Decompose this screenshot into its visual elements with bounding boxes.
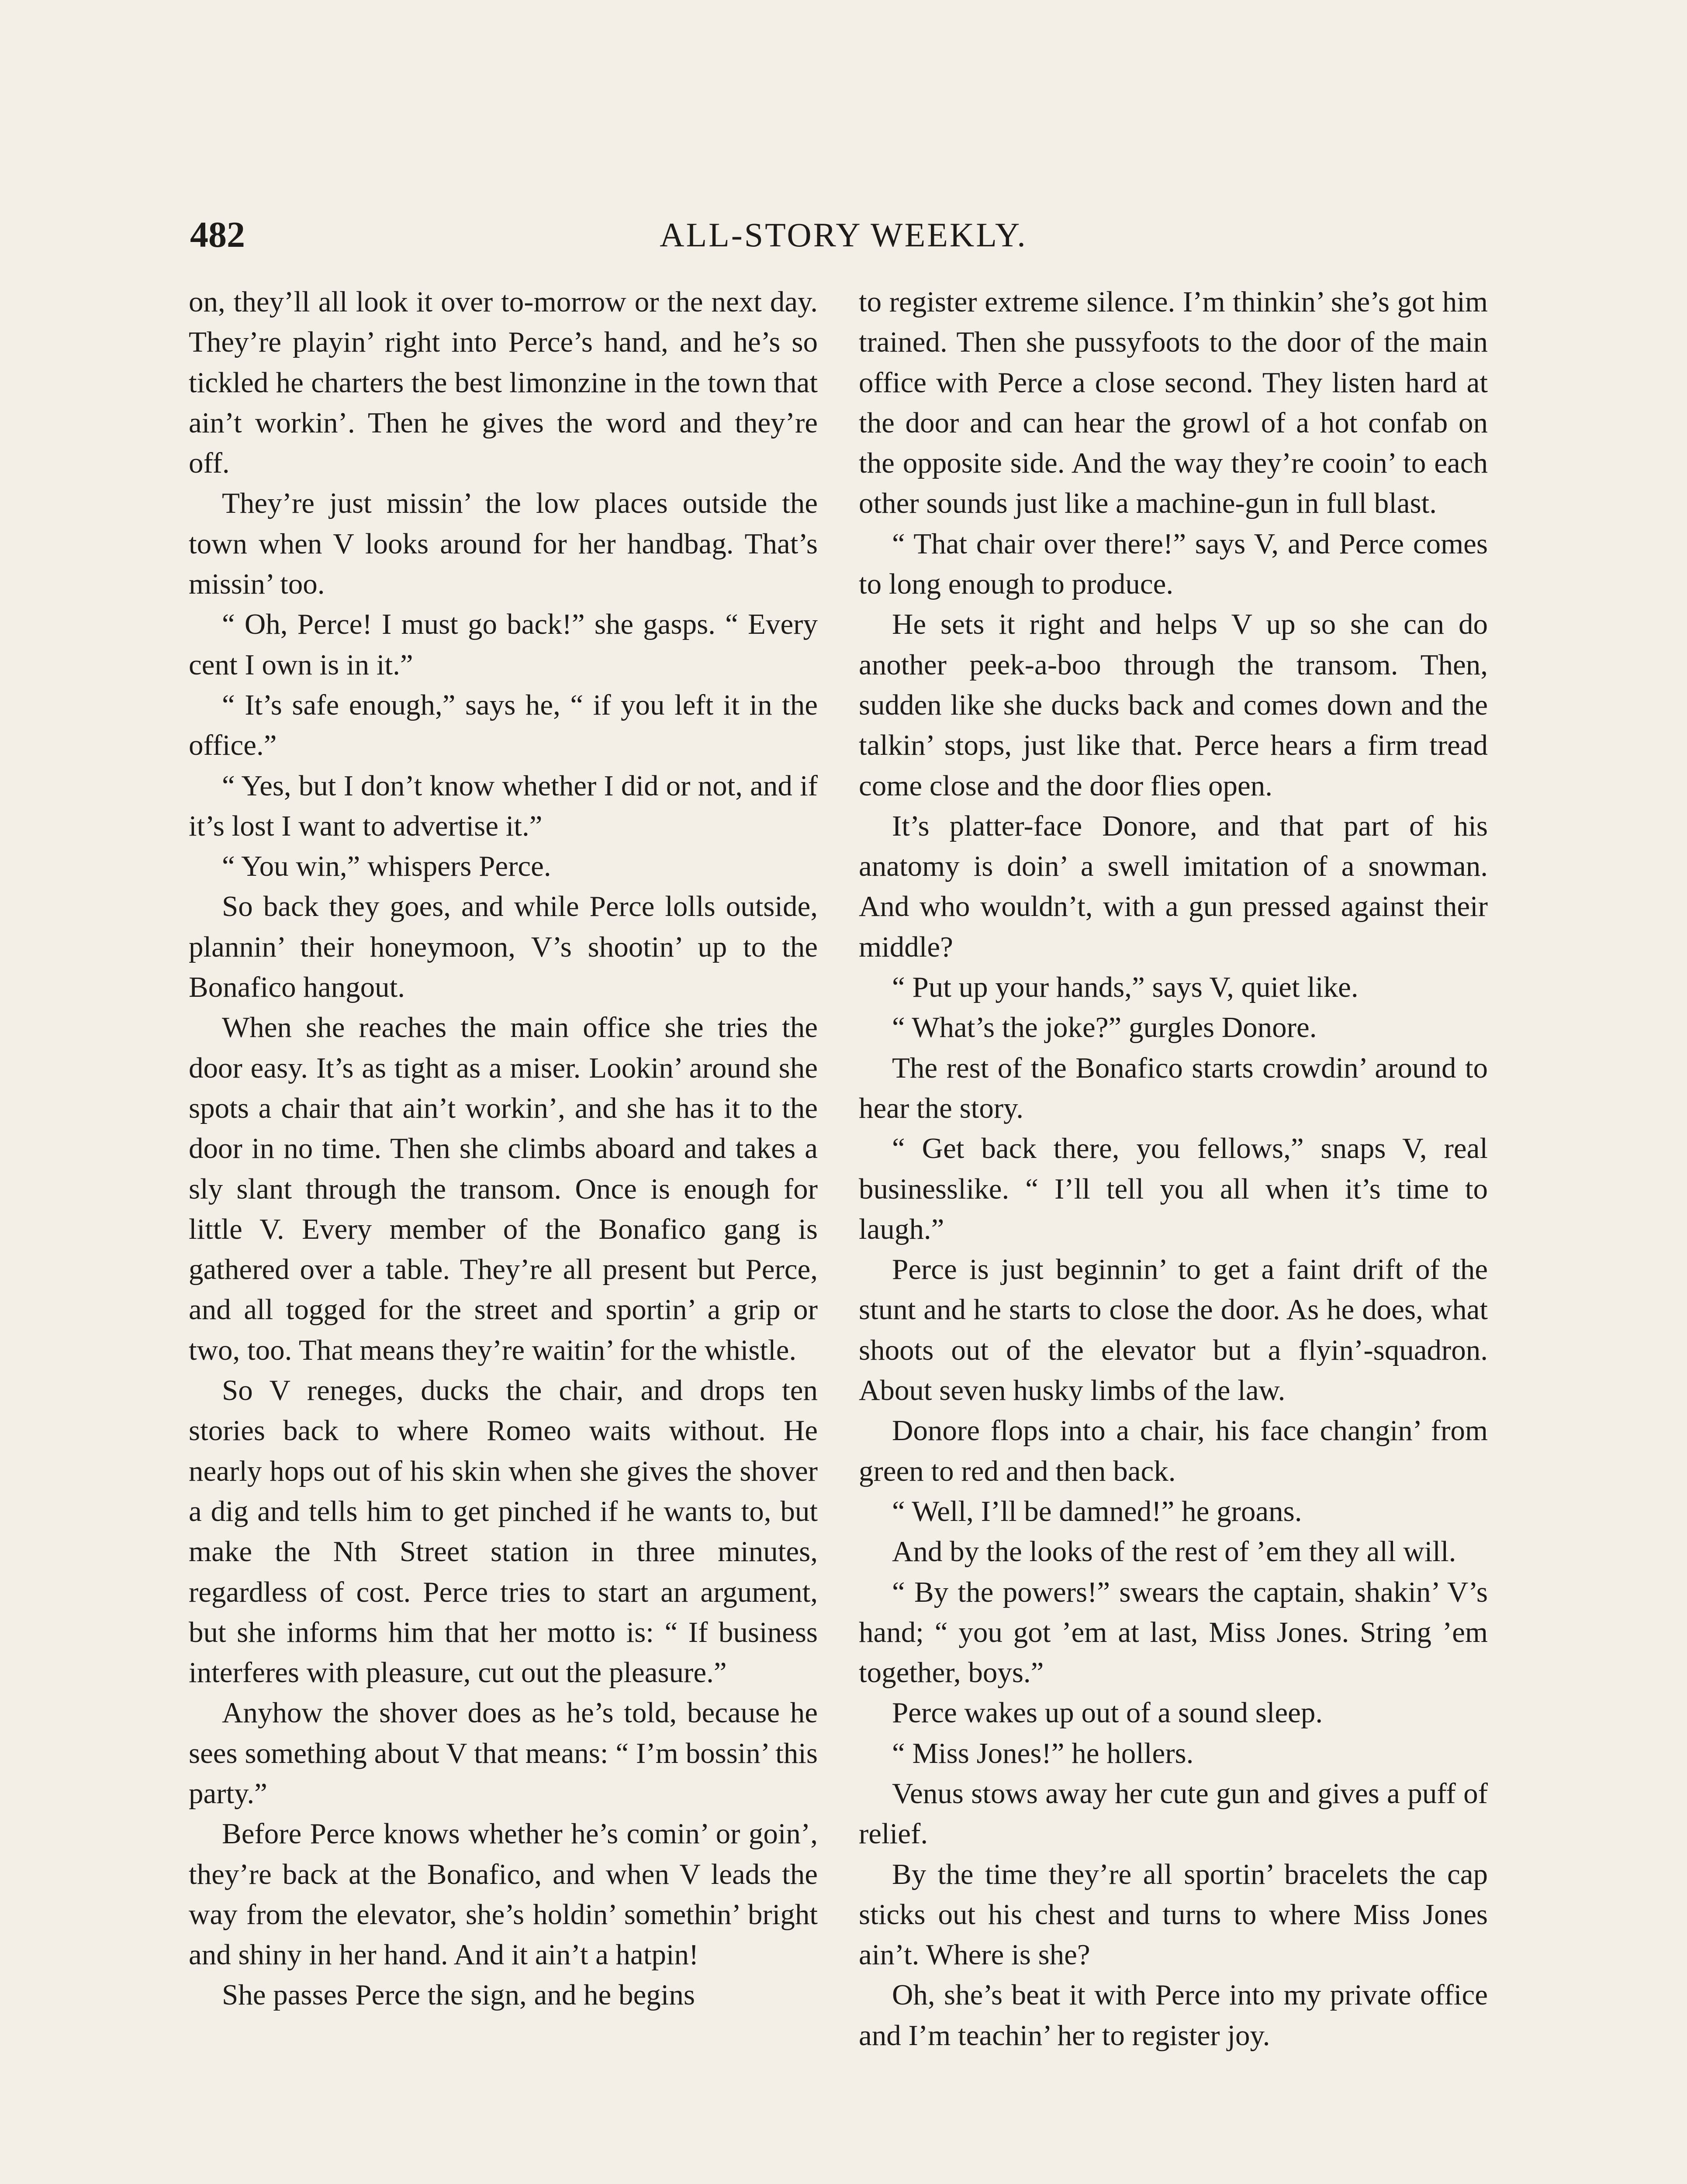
paragraph: Perce is just beginnin’ to get a faint drift of the stunt and he starts to close the door. As he does, what shoots out of the elevator but a flyin’-squadron. About seven husky limbs of the law. (859, 1253, 1488, 1407)
paragraph: Oh, she’s beat it with Perce into my private office and I’m teachin’ her to register joy. (859, 1979, 1488, 2052)
paragraph: He sets it right and helps V up so she can do another peek-a-boo through the transom. Then, sudden like she ducks back and comes down and the talkin’ stops, just like that. Perce hears a firm tread come close and the door flies open. (859, 608, 1488, 802)
paragraph: to register extreme silence. I’m thinkin’ she’s got him trained. Then she pussyfoots to the door of the main office with Perce a close second. They listen hard at the door and can hear the growl of a hot confab on the opposite side. And the way they’re cooin’ to each other sounds just like a machine-gun in full blast. (859, 286, 1488, 520)
paragraph: When she reaches the main office she tries the door easy. It’s as tight as a miser. Lookin’ around she spots a chair that ain’t workin’, and she has it to the door in no time. Then she climbs aboard and takes a sly slant through the transom. Once is enough for little V. Every member of the Bonafico gang is gathered over a table. They’re all present but Perce, and all togged for the street and sportin’ a grip or two, too. That means they’re waitin’ for the whistle. (189, 1011, 818, 1366)
paragraph: “ You win,” whispers Perce. (222, 850, 551, 883)
paragraph: Donore flops into a chair, his face changin’ from green to red and then back. (859, 1414, 1488, 1487)
right-column (859, 282, 1488, 2184)
paragraph: “ Get back there, you fellows,” snaps V, real businesslike. “ I’ll tell you all when it’s time to laugh.” (859, 1132, 1488, 1245)
paragraph: “ Well, I’ll be damned!” he groans. (892, 1495, 1302, 1527)
paragraph: “ Put up your hands,” says V, quiet like. (892, 971, 1359, 1004)
paragraph: So back they goes, and while Perce lolls outside, plannin’ their honeymoon, V’s shootin’ up to the Bonafico hangout. (189, 890, 818, 1004)
left-column (189, 282, 818, 2184)
paragraph: She passes Perce the sign, and he begins (222, 1979, 695, 2011)
paragraph: Perce wakes up out of a sound sleep. (892, 1697, 1323, 1729)
paragraph: on, they’ll all look it over to-morrow or the next day. They’re playin’ right into Perce’s hand, and he’s so tickled he charters the best limonzine in the town that ain’t workin’. Then he gives the word and they’re off. (189, 286, 818, 480)
paragraph: “ By the powers!” swears the captain, shakin’ V’s hand; “ you got ’em at last, Miss Jones. String ’em together, boys.” (859, 1576, 1488, 1689)
paragraph: They’re just missin’ the low places outside the town when V looks around for her handbag. That’s missin’ too. (189, 487, 818, 601)
paragraph: “ It’s safe enough,” says he, “ if you left it in the office.” (189, 688, 818, 762)
paragraph: It’s platter-face Donore, and that part of his anatomy is doin’ a swell imitation of a snowman. And who wouldn’t, with a gun pressed against their middle? (859, 809, 1488, 963)
paragraph: “ Oh, Perce! I must go back!” she gasps. “ Every cent I own is in it.” (189, 608, 818, 681)
paragraph: So V reneges, ducks the chair, and drops ten stories back to where Romeo waits without. He nearly hops out of his skin when she gives the shover a dig and tells him to get pinched if he wants to, but make the Nth Street station in three minutes, regardless of cost. Perce tries to start an argument, but she informs him that her motto is: “ If business interferes with pleasure, cut out the pleasure.” (189, 1374, 818, 1689)
paragraph: “ Miss Jones!” he hollers. (892, 1737, 1194, 1769)
running-title: ALL-STORY WEEKLY. (660, 216, 1027, 254)
paragraph: And by the looks of the rest of ’em they all will. (892, 1535, 1456, 1568)
paragraph: Venus stows away her cute gun and gives a puff of relief. (859, 1777, 1488, 1850)
paragraph: By the time they’re all sportin’ bracelets the cap sticks out his chest and turns to where Miss Jones ain’t. Where is she? (859, 1858, 1488, 1971)
paragraph: “ That chair over there!” says V, and Perce comes to long enough to produce. (859, 527, 1488, 601)
paragraph: Anyhow the shover does as he’s told, because he sees something about V that means: “ I’m bossin’ this party.” (189, 1697, 818, 1810)
paragraph: The rest of the Bonafico starts crowdin’ around to hear the story. (859, 1051, 1488, 1124)
paragraph: “ Yes, but I don’t know whether I did or not, and if it’s lost I want to advertise it.” (189, 769, 818, 842)
paragraph: Before Perce knows whether he’s comin’ or goin’, they’re back at the Bonafico, and when V leads the way from the elevator, she’s holdin’ somethin’ bright and shiny in her hand. And it ain’t a hatpin! (189, 1818, 818, 1971)
paragraph: “ What’s the joke?” gurgles Donore. (892, 1011, 1317, 1044)
page-number: 482 (190, 214, 245, 255)
page-header (190, 209, 1497, 261)
